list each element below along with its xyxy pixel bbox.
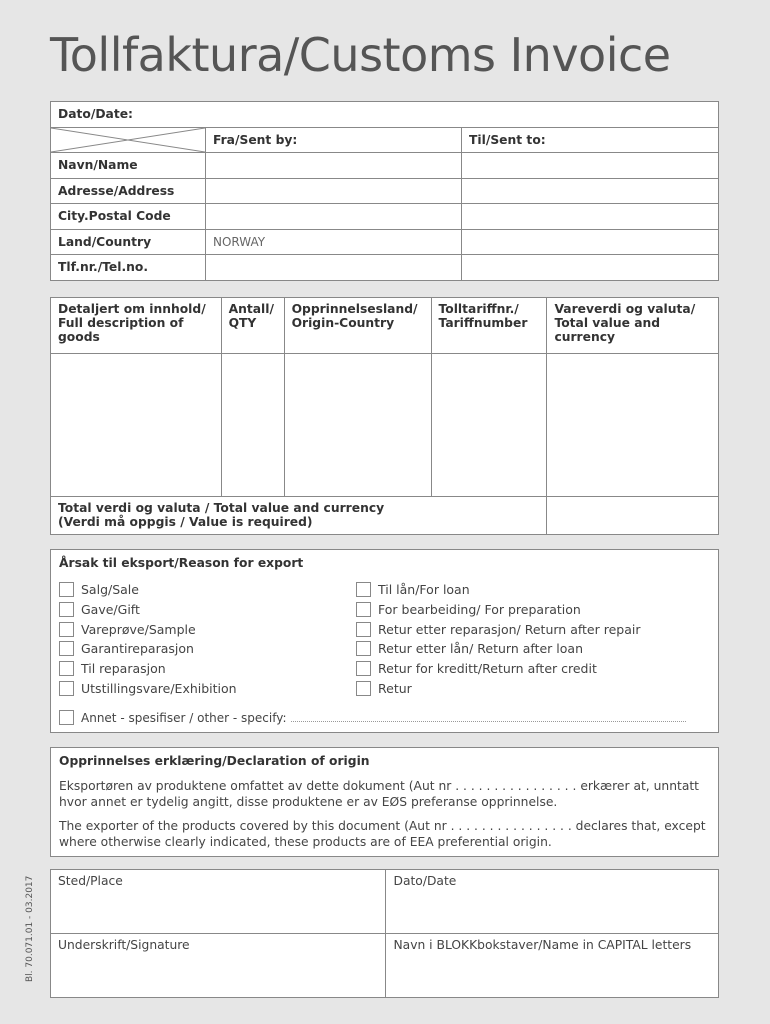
checkbox-for-repair[interactable] [59,661,166,678]
form-code: Bl. 70.071.01 - 03.2017 [25,875,35,982]
address-row-country [51,229,719,255]
page-title: Tollfaktura/Customs Invoice [50,28,671,82]
total-value-field[interactable] [547,497,719,535]
origin-country-field[interactable] [284,354,431,497]
address-row-name [51,153,719,179]
sent-to-city-field[interactable] [462,204,719,230]
checkbox-icon[interactable] [356,622,371,637]
checkbox-label: Til reparasjon [81,661,166,676]
value-field[interactable] [547,354,719,497]
address-row-city [51,204,719,230]
checkbox-icon[interactable] [59,710,74,725]
checkbox-sample[interactable] [59,622,196,639]
row-label: City.Postal Code [51,204,206,230]
sent-to-phone-field[interactable] [462,255,719,281]
checkbox-icon[interactable] [356,681,371,696]
checkbox-return-after-credit[interactable] [356,661,597,678]
checkbox-icon[interactable] [356,602,371,617]
place-field[interactable]: Sted/Place [51,870,386,934]
row-label: Adresse/Address [51,178,206,204]
checkbox-icon[interactable] [59,681,74,696]
checkbox-label: For bearbeiding/ For preparation [378,602,581,617]
checkbox-icon[interactable] [59,582,74,597]
checkbox-label: Vareprøve/Sample [81,622,196,637]
diagonal-header-cell [51,127,206,153]
checkbox-return-after-repair[interactable] [356,622,641,639]
checkbox-icon[interactable] [356,661,371,676]
checkbox-icon[interactable] [59,622,74,637]
sent-to-header: Til/Sent to: [462,127,719,153]
sent-to-country-field[interactable] [462,229,719,255]
signature-field[interactable]: Underskrift/Signature [51,934,386,998]
checkbox-label: Annet - spesifiser / other - specify: [81,711,287,725]
address-row-address [51,178,719,204]
sent-by-phone-field[interactable] [206,255,462,281]
checkbox-label: Utstillingsvare/Exhibition [81,681,237,696]
diagonal-cross-icon [51,128,205,152]
other-specify-field[interactable] [291,711,686,722]
sent-by-city-field[interactable] [206,204,462,230]
reason-heading: Årsak til eksport/Reason for export [59,556,304,570]
date-field[interactable]: Dato/Date [386,870,719,934]
origin-text-norwegian: Eksportøren av produktene omfattet av dette dokument (Aut nr . . . . . . . . . . . . . . . . erkærer at, unntatt hvor annet er tydelig angitt, disse produktene er av EØS preferanse opprinnelse. [59,779,700,809]
checkbox-label: Til lån/For loan [378,582,470,597]
reason-for-export-section [50,549,719,733]
capital-name-field[interactable]: Navn i BLOKKbokstaver/Name in CAPITAL letters [386,934,719,998]
checkbox-exhibition[interactable] [59,681,237,698]
tariff-number-field[interactable] [431,354,547,497]
description-field[interactable] [51,354,222,497]
checkbox-sale[interactable] [59,582,139,599]
checkbox-return[interactable] [356,681,412,698]
checkbox-label: Retur [378,681,412,696]
sent-to-address-field[interactable] [462,178,719,204]
checkbox-loan[interactable] [356,582,470,599]
checkbox-icon[interactable] [356,582,371,597]
row-label: Navn/Name [51,153,206,179]
checkbox-icon[interactable] [59,661,74,676]
sent-by-country-field[interactable]: NORWAY [206,229,462,255]
col-origin-country: Opprinnelsesland/ Origin-Country [284,298,431,354]
sent-by-name-field[interactable] [206,153,462,179]
col-total-value: Vareverdi og valuta/ Total value and currency [547,298,719,354]
declaration-of-origin-section [50,747,719,857]
signature-table [50,869,719,998]
checkbox-label: Retur etter lån/ Return after loan [378,641,583,656]
origin-text-english: The exporter of the products covered by this document (Aut nr . . . . . . . . . . . . . . . . declares that, except where otherwise clearly indicated, these products are of EEA preferential origin. [59,819,706,849]
checkbox-icon[interactable] [356,641,371,656]
goods-entry-row [51,354,719,497]
checkbox-label: Gave/Gift [81,602,140,617]
checkbox-label: Garantireparasjon [81,641,194,656]
address-table [50,101,719,281]
checkbox-gift[interactable] [59,602,140,619]
qty-field[interactable] [221,354,284,497]
total-label [51,497,547,535]
date-label[interactable]: Dato/Date: [51,102,719,128]
checkbox-other[interactable] [59,710,686,727]
row-label: Tlf.nr./Tel.no. [51,255,206,281]
checkbox-label: Retur for kreditt/Return after credit [378,661,597,676]
total-label-line-2: (Verdi må oppgis / Value is required) [58,515,313,529]
origin-heading: Opprinnelses erklæring/Declaration of origin [59,754,370,768]
checkbox-return-after-loan[interactable] [356,641,583,658]
checkbox-preparation[interactable] [356,602,581,619]
checkbox-icon[interactable] [59,602,74,617]
sent-to-name-field[interactable] [462,153,719,179]
sent-by-header: Fra/Sent by: [206,127,462,153]
col-qty: Antall/ QTY [221,298,284,354]
checkbox-label: Retur etter reparasjon/ Return after repair [378,622,641,637]
col-tariff-number: Tolltariffnr./ Tariffnumber [431,298,547,354]
col-description: Detaljert om innhold/ Full description of goods [51,298,222,354]
checkbox-label: Salg/Sale [81,582,139,597]
sent-by-address-field[interactable] [206,178,462,204]
checkbox-icon[interactable] [59,641,74,656]
address-row-phone [51,255,719,281]
row-label: Land/Country [51,229,206,255]
goods-table [50,297,719,535]
total-label-line-1: Total verdi og valuta / Total value and currency [58,501,385,515]
checkbox-warranty-repair[interactable] [59,641,194,658]
